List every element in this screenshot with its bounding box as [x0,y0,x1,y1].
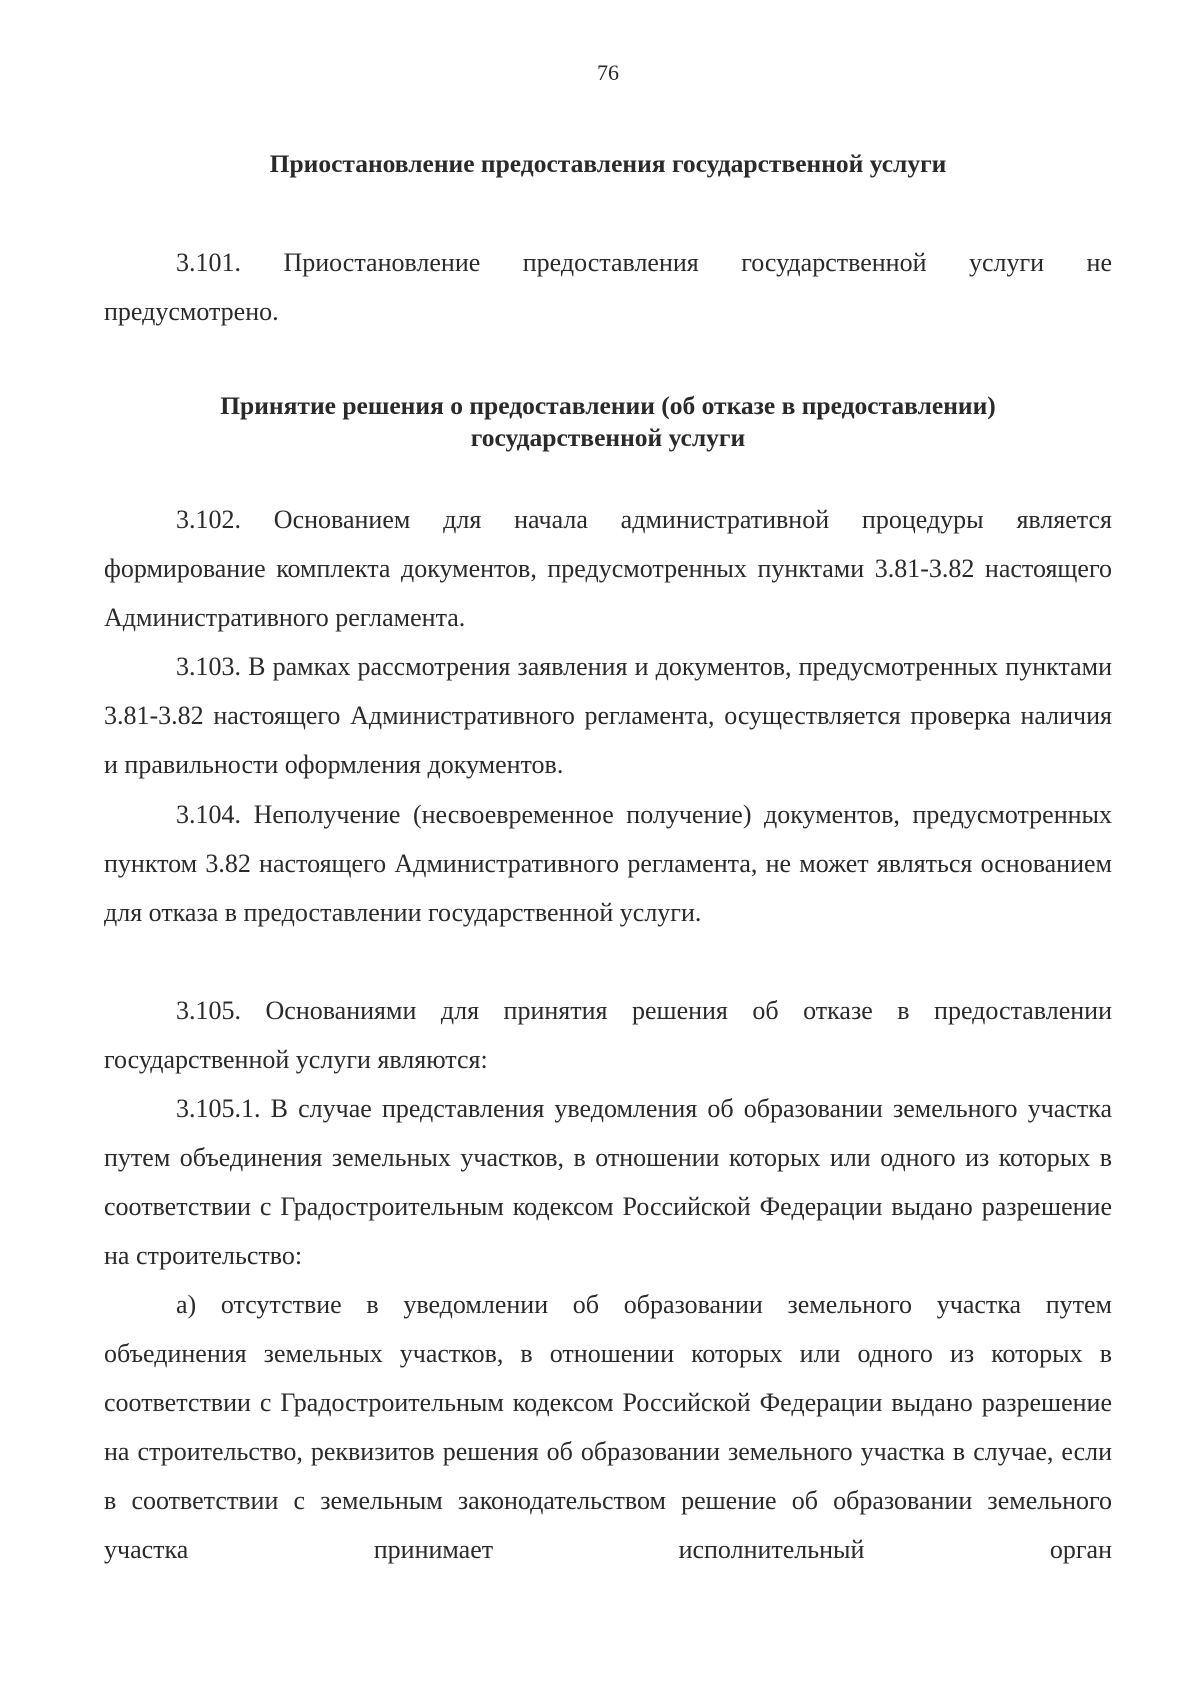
heading-suspension: Приостановление предоставления государственной услуги [269,149,947,178]
paragraph-3-104: 3.104. Неполучение (несвоевременное получение) документов, предусмотренных пунктом 3.82 настоящего Административного регламента, не может являться основанием для отказа в предоставлении государственной услуги. [104,800,1112,927]
paragraph-a: а) отсутствие в уведомлении об образовании земельного участка путем объединения земельных участков, в отношении которых или одного из которых в соответствии с Градостроительным кодексом Российской Федерации выдано разрешение на строительство, реквизитов решения об образовании земельного участка в случае, если в соответствии с земельным законодательством решение об образовании земельного участка принимает исполнительный орган [104,1290,1112,1564]
paragraph-3-101: 3.101. Приостановление предоставления государственной услуги не предусмотрено. [104,248,1112,326]
paragraph-3-105-1: 3.105.1. В случае представления уведомления об образовании земельного участка путем объединения земельных участков, в отношении которых или одного из которых в соответствии с Градостроительным кодексом Российской Федерации выдано разрешение на строительство: [104,1094,1112,1270]
heading-decision: Принятие решения о предоставлении (об отказе в предоставлении) государственной услуги [220,391,996,452]
paragraph-3-105: 3.105. Основаниями для принятия решения об отказе в предоставлении государственной услуги являются: [104,996,1112,1074]
page-number: 76 [597,60,619,85]
paragraph-3-102: 3.102. Основанием для начала административной процедуры является формирование комплекта документов, предусмотренных пунктами 3.81-3.82 настоящего Административного регламента. [104,505,1112,632]
paragraph-3-103: 3.103. В рамках рассмотрения заявления и документов, предусмотренных пунктами 3.81-3.82 настоящего Административного регламента, осуществляется проверка наличия и правильности оформления документов. [104,652,1112,779]
